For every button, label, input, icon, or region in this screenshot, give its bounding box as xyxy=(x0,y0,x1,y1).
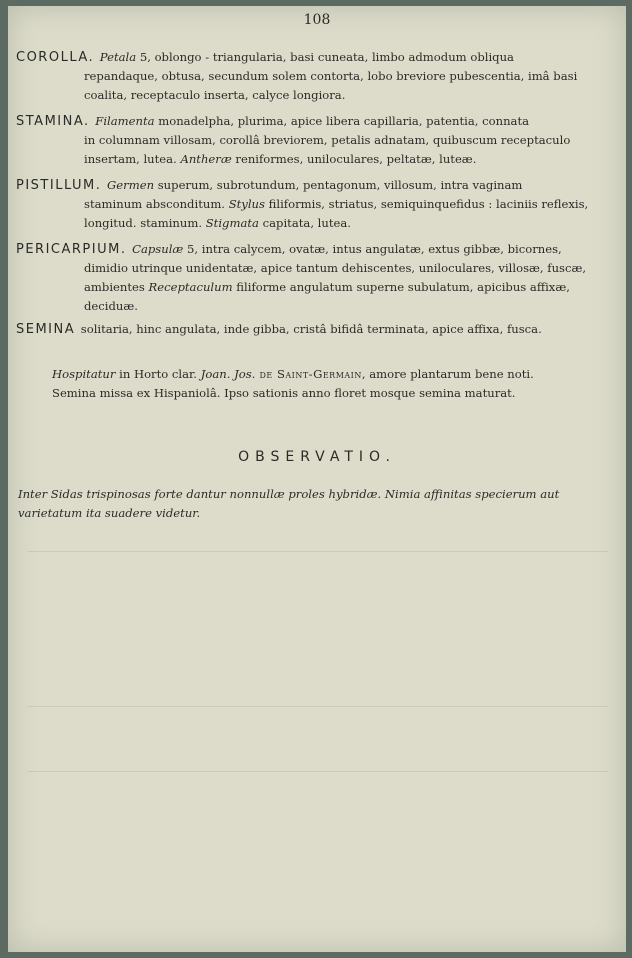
show-through-line xyxy=(28,551,608,552)
entry-line xyxy=(16,131,616,150)
entry-heading: PERICARPIUM. xyxy=(16,242,133,257)
hospitatur-person-initials: Joan. Jos. xyxy=(200,367,256,381)
entry-line xyxy=(16,195,616,214)
entry-text: 5, intra calycem, ovatæ, intus angulatæ, extus gibbæ, bicornes, xyxy=(183,242,562,256)
entry-heading: PISTILLUM. xyxy=(16,178,108,193)
hospitatur-text-end: , amore plantarum bene noti. xyxy=(361,367,534,381)
entry-term: Stigmata xyxy=(205,216,259,230)
entry-line xyxy=(16,240,616,259)
entry-stamina xyxy=(16,112,616,169)
entry-line xyxy=(16,214,616,233)
entry-term: Stylus xyxy=(228,197,265,211)
entry-semina xyxy=(16,320,616,339)
entry-line xyxy=(16,176,616,195)
entry-heading: SEMINA xyxy=(16,322,81,337)
observatio-line-1: Inter Sidas trispinosas forte dantur nonnullæ proles hybridæ. Nimia affinitas specierum aut xyxy=(18,487,560,501)
observatio-text xyxy=(18,485,618,523)
entry-text: capitata, lutea. xyxy=(258,216,351,230)
hospitatur-line2-mid: Ipso xyxy=(224,386,250,400)
entry-line xyxy=(16,278,616,297)
entry-line xyxy=(16,67,616,86)
entry-text: dimidio utrinque unidentatæ, apice tantum dehiscentes, uniloculares, villosæ, fuscæ, xyxy=(84,261,587,275)
entry-text: reniformes, uniloculares, peltatæ, luteæ. xyxy=(231,152,477,166)
hospitatur-line-2 xyxy=(52,384,612,403)
entry-text: deciduæ. xyxy=(84,299,138,313)
observatio-title: OBSERVATIO. xyxy=(238,449,396,465)
entry-line xyxy=(16,48,616,67)
entry-line xyxy=(16,297,616,316)
entry-text: ambientes xyxy=(84,280,149,294)
entry-text: staminum absconditum. xyxy=(84,197,229,211)
entry-line xyxy=(16,112,616,131)
observatio-line-2: varietatum ita suadere videtur. xyxy=(18,506,201,520)
hospitatur-person-name: de Saint-Germain xyxy=(255,367,362,381)
show-through-line xyxy=(28,771,608,772)
entry-text: filiformis, striatus, semiquinquefidus : laciniis reflexis, xyxy=(264,197,589,211)
entry-text: filiforme angulatum superne subulatum, apicibus affixæ, xyxy=(232,280,570,294)
entry-pericarpium xyxy=(16,240,616,316)
entry-heading: COROLLA. xyxy=(16,50,100,65)
entry-line xyxy=(16,320,616,339)
entry-text: coalita, receptaculo inserta, calyce longiora. xyxy=(84,88,346,102)
entry-text: insertam, lutea. xyxy=(84,152,181,166)
hospitatur-line-1 xyxy=(52,365,612,384)
entry-corolla xyxy=(16,48,616,105)
hospitatur-line2-end: sationis anno floret mosque semina maturat. xyxy=(249,386,516,400)
entry-text: superum, subrotundum, pentagonum, villosum, intra vaginam xyxy=(154,178,523,192)
entry-text: in columnam villosam, corollâ breviorem, petalis adnatam, quibuscum receptaculo xyxy=(84,133,571,147)
entry-text: longitud. staminum. xyxy=(84,216,206,230)
book-page xyxy=(8,6,626,952)
hospitatur-text: in Horto clar. xyxy=(115,367,201,381)
entry-pistillum xyxy=(16,176,616,233)
entry-text: 5, oblongo - triangularia, basi cuneata, limbo admodum obliqua xyxy=(136,50,514,64)
entry-term: Filamenta xyxy=(95,114,155,128)
entry-text: repandaque, obtusa, secundum solem contorta, lobo breviore pubescentia, imâ basi xyxy=(84,69,578,83)
entry-text: solitaria, hinc angulata, inde gibba, cristâ bifidâ terminata, apice affixa, fusca. xyxy=(80,322,542,336)
entry-heading: STAMINA. xyxy=(16,114,96,129)
entry-term: Germen xyxy=(107,178,155,192)
entry-term: Receptaculum xyxy=(148,280,233,294)
entry-line xyxy=(16,86,616,105)
entry-text: monadelpha, plurima, apice libera capillaria, patentia, connata xyxy=(154,114,530,128)
entry-term: Antheræ xyxy=(180,152,232,166)
show-through-line xyxy=(28,706,608,707)
page-number: 108 xyxy=(303,12,331,28)
entry-line xyxy=(16,259,616,278)
entry-line xyxy=(16,150,616,169)
hospitatur-note xyxy=(52,365,612,403)
entry-term: Capsulæ xyxy=(132,242,184,256)
entry-term: Petala xyxy=(99,50,137,64)
hospitatur-line2-start: Semina missa ex Hispaniolâ. xyxy=(52,386,225,400)
hospitatur-word: Hospitatur xyxy=(52,367,116,381)
